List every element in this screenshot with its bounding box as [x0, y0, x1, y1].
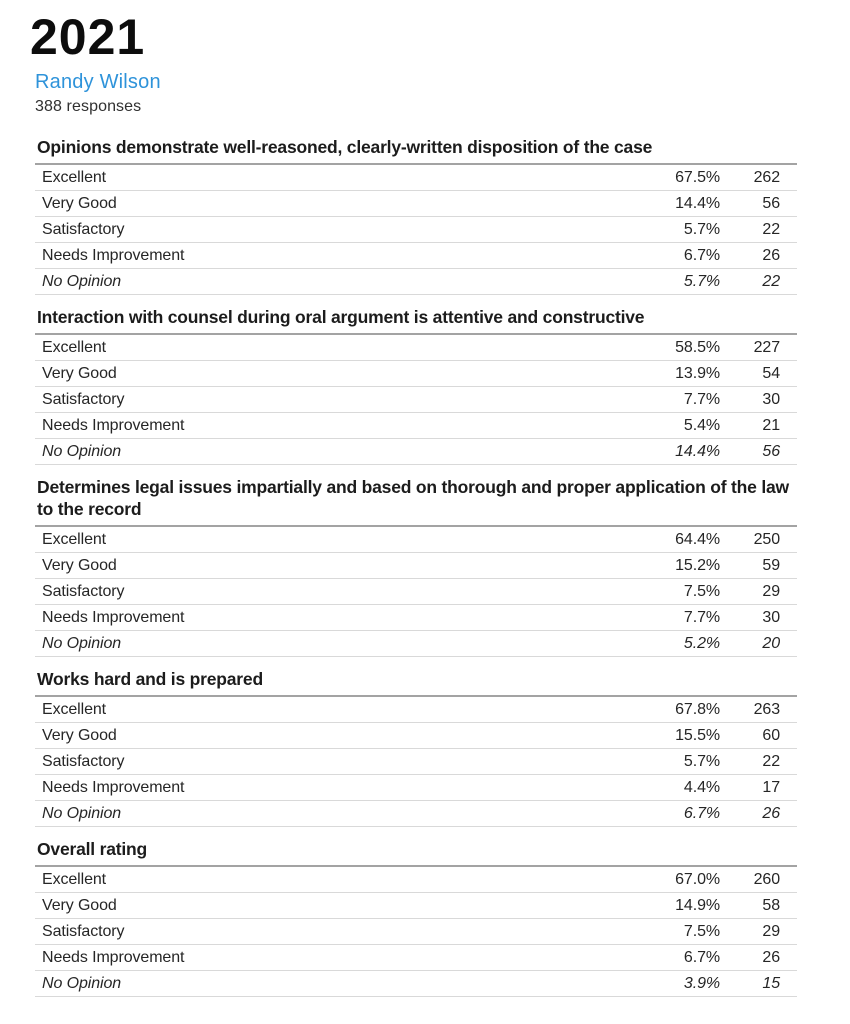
rating-count: 15 [762, 974, 780, 992]
rating-percent: 7.5% [683, 582, 720, 600]
rating-label: Very Good [42, 726, 117, 744]
rating-percent: 67.5% [675, 168, 720, 186]
rating-count: 60 [762, 726, 780, 744]
rating-count: 22 [762, 220, 780, 238]
rating-label: Needs Improvement [42, 416, 185, 434]
table-row [35, 775, 797, 801]
table-row [35, 553, 797, 579]
survey-section [35, 836, 797, 997]
rating-count: 30 [762, 390, 780, 408]
rating-label: No Opinion [42, 272, 122, 290]
rating-label: No Opinion [42, 974, 122, 992]
rating-percent: 6.7% [683, 246, 720, 264]
rating-percent: 5.7% [683, 272, 720, 290]
rating-percent: 67.8% [675, 700, 720, 718]
table-row [35, 919, 797, 945]
table-row [35, 579, 797, 605]
section-heading: Overall rating [35, 836, 797, 867]
table-row [35, 697, 797, 723]
rating-percent: 4.4% [683, 778, 720, 796]
rating-percent: 67.0% [675, 870, 720, 888]
rating-percent: 5.2% [683, 634, 720, 652]
rating-percent: 7.7% [683, 608, 720, 626]
table-row [35, 335, 797, 361]
survey-section [35, 666, 797, 827]
rating-count: 21 [762, 416, 780, 434]
rating-count: 262 [753, 168, 780, 186]
rating-count: 22 [762, 752, 780, 770]
rating-label: Excellent [42, 870, 107, 888]
survey-section [35, 304, 797, 465]
rating-percent: 7.5% [683, 922, 720, 940]
rating-count: 29 [762, 582, 780, 600]
table-row [35, 413, 797, 439]
page-title: 2021 [30, 9, 146, 65]
rating-percent: 7.7% [683, 390, 720, 408]
section-heading: Interaction with counsel during oral argument is attentive and constructive [35, 304, 797, 335]
table-row [35, 867, 797, 893]
survey-section [35, 474, 797, 657]
rating-label: Very Good [42, 364, 117, 382]
rating-percent: 58.5% [675, 338, 720, 356]
rating-percent: 15.2% [675, 556, 720, 574]
rating-count: 58 [762, 896, 780, 914]
section-heading: Works hard and is prepared [35, 666, 797, 697]
rating-count: 227 [753, 338, 780, 356]
rating-label: Satisfactory [42, 752, 125, 770]
rating-count: 56 [762, 442, 780, 460]
rating-count: 22 [762, 272, 780, 290]
rating-count: 17 [762, 778, 780, 796]
rating-percent: 5.7% [683, 220, 720, 238]
table-row [35, 217, 797, 243]
response-count: 388 responses [35, 98, 142, 115]
table-row [35, 527, 797, 553]
table-row [35, 945, 797, 971]
rating-label: Very Good [42, 896, 117, 914]
table-row [35, 631, 797, 657]
rating-label: Very Good [42, 556, 117, 574]
rating-label: Excellent [42, 338, 107, 356]
rating-label: Needs Improvement [42, 246, 185, 264]
rating-percent: 6.7% [683, 948, 720, 966]
rating-count: 30 [762, 608, 780, 626]
table-row [35, 893, 797, 919]
rating-percent: 3.9% [683, 974, 720, 992]
rating-percent: 64.4% [675, 530, 720, 548]
rating-label: No Opinion [42, 442, 122, 460]
rating-count: 26 [762, 804, 780, 822]
report-content [30, 0, 797, 997]
rating-label: No Opinion [42, 634, 122, 652]
table-row [35, 605, 797, 631]
rating-count: 59 [762, 556, 780, 574]
table-row [35, 801, 797, 827]
rating-label: Satisfactory [42, 922, 125, 940]
rating-count: 20 [762, 634, 780, 652]
table-row [35, 191, 797, 217]
table-row [35, 749, 797, 775]
rating-percent: 5.7% [683, 752, 720, 770]
rating-count: 26 [762, 948, 780, 966]
section-heading: Opinions demonstrate well-reasoned, clearly-written disposition of the case [35, 134, 797, 165]
section-heading: Determines legal issues impartially and based on thorough and proper application of the law to the record [35, 474, 797, 527]
table-row [35, 439, 797, 465]
rating-label: Satisfactory [42, 220, 125, 238]
rating-count: 250 [753, 530, 780, 548]
rating-count: 54 [762, 364, 780, 382]
rating-count: 56 [762, 194, 780, 212]
rating-count: 260 [753, 870, 780, 888]
rating-label: Satisfactory [42, 390, 125, 408]
rating-percent: 15.5% [675, 726, 720, 744]
table-row [35, 243, 797, 269]
rating-label: Satisfactory [42, 582, 125, 600]
rating-label: Needs Improvement [42, 948, 185, 966]
rating-percent: 6.7% [683, 804, 720, 822]
rating-percent: 5.4% [683, 416, 720, 434]
table-row [35, 269, 797, 295]
rating-percent: 14.4% [675, 442, 720, 460]
rating-label: Needs Improvement [42, 608, 185, 626]
rating-label: Excellent [42, 168, 107, 186]
rating-label: Excellent [42, 530, 107, 548]
table-row [35, 165, 797, 191]
survey-section [35, 134, 797, 295]
rating-count: 263 [753, 700, 780, 718]
rating-count: 29 [762, 922, 780, 940]
rating-label: Excellent [42, 700, 107, 718]
table-row [35, 361, 797, 387]
rating-percent: 13.9% [675, 364, 720, 382]
rating-label: Needs Improvement [42, 778, 185, 796]
rating-label: Very Good [42, 194, 117, 212]
table-row [35, 971, 797, 997]
table-row [35, 723, 797, 749]
rating-count: 26 [762, 246, 780, 264]
rating-label: No Opinion [42, 804, 122, 822]
rating-percent: 14.4% [675, 194, 720, 212]
table-row [35, 387, 797, 413]
judge-name-link[interactable]: Randy Wilson [35, 71, 161, 93]
rating-percent: 14.9% [675, 896, 720, 914]
